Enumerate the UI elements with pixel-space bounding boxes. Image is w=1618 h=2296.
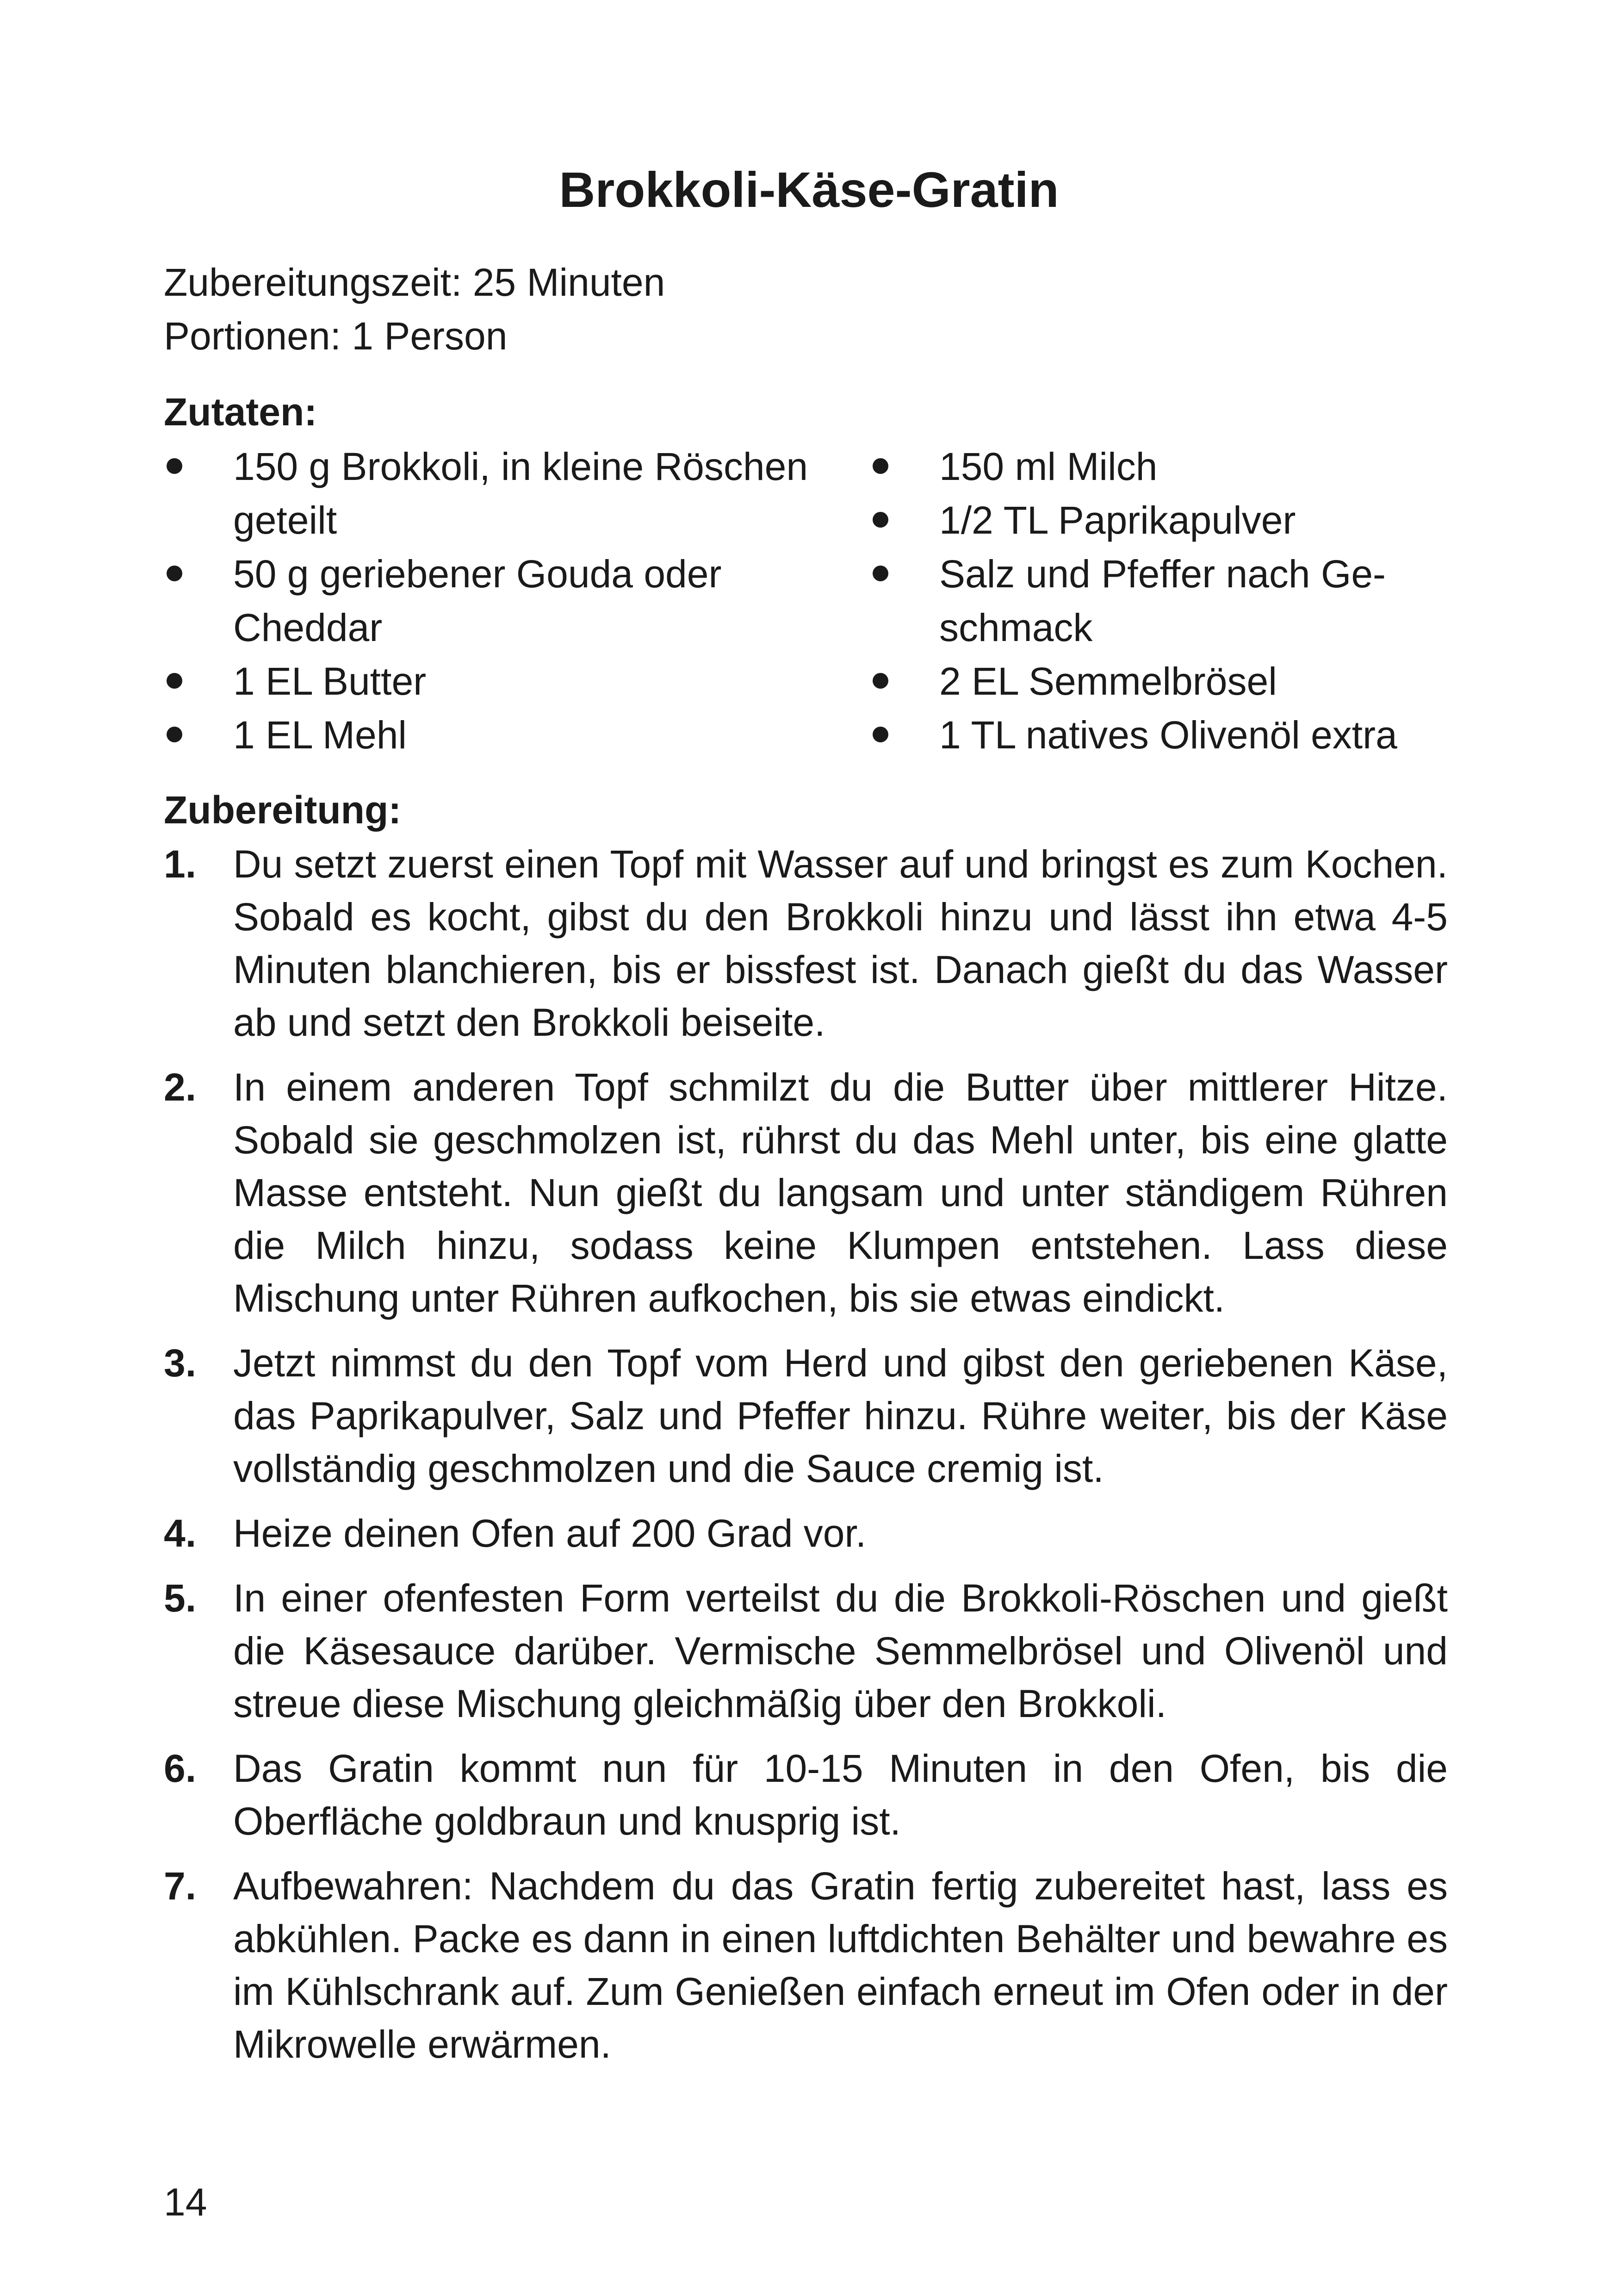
preparation-step — [164, 1337, 1448, 1495]
ingredient-text: 2 EL Semmelbrösel — [939, 660, 1277, 703]
bullet-icon — [873, 512, 888, 528]
ingredient-item — [870, 708, 1457, 762]
preparation-steps — [164, 838, 1448, 2083]
step-number: 2. — [164, 1065, 197, 1109]
recipe-title: Brokkoli-Käse-Gratin — [559, 162, 1059, 218]
ingredients-list-right — [870, 440, 1457, 762]
ingredient-item — [870, 654, 1457, 708]
step-text: Jetzt nimmst du den Topf vom Herd und gibst den geriebenen Käse, das Paprikapulver, Salz und Pfeffer hinzu. Rühre weiter, bis der Käse vollständig geschmolzen und die Sauce cremig ist. — [233, 1341, 1448, 1490]
ingredient-text: 1 EL Butter — [233, 660, 427, 703]
bullet-icon — [873, 566, 888, 581]
step-text: Aufbewahren: Nachdem du das Gratin fertig zubereitet hast, lass es abkühlen. Packe es dann in einen luftdichten Behälter und bewahre es im Kühlschrank auf. Zum Genießen einfach erneut im Ofen oder in der Mikrowelle erwärmen. — [233, 1864, 1448, 2066]
bullet-icon — [167, 673, 182, 689]
ingredient-item — [870, 440, 1457, 493]
portions: Portionen: 1 Person — [164, 314, 508, 358]
bullet-icon — [167, 566, 182, 581]
preparation-step — [164, 1572, 1448, 1730]
step-text: In einem anderen Topf schmilzt du die Butter über mittlerer Hitze. Sobald sie geschmolzen ist, rührst du das Mehl unter, bis eine glatte Masse entsteht. Nun gießt du langsam und unter ständigem Rühren die Milch hinzu, sodass keine Klumpen entstehen. Lass diese Mischung unter Rühren aufkochen, bis sie etwas eindickt. — [233, 1065, 1448, 1320]
ingredient-text: 1/2 TL Paprikapulver — [939, 498, 1296, 542]
ingredients-list-left — [164, 440, 821, 762]
step-text: Das Gratin kommt nun für 10-15 Minuten in den Ofen, bis die Oberfläche goldbraun und knusprig ist. — [233, 1747, 1448, 1843]
ingredient-text: 150 g Brokkoli, in kleine Röschen geteilt — [233, 445, 808, 542]
step-number: 6. — [164, 1747, 197, 1790]
ingredient-item — [164, 440, 821, 547]
preparation-step — [164, 1507, 1448, 1560]
step-text: Du setzt zuerst einen Topf mit Wasser auf und bringst es zum Kochen. Sobald es kocht, gibst du den Brokkoli hinzu und lässt ihn etwa 4-5 Minuten blanchieren, bis er bissfest ist. Danach gießt du das Wasser ab und setzt den Brokkoli beiseite. — [233, 842, 1448, 1044]
ingredient-item — [164, 547, 821, 654]
preparation-heading: Zubereitung: — [164, 788, 402, 832]
bullet-icon — [167, 458, 182, 474]
ingredient-text: 1 EL Mehl — [233, 713, 407, 757]
ingredient-item — [870, 547, 1457, 654]
step-number: 3. — [164, 1341, 197, 1385]
preparation-step — [164, 1860, 1448, 2071]
bullet-icon — [873, 673, 888, 689]
ingredient-item — [164, 654, 821, 708]
step-number: 5. — [164, 1576, 197, 1620]
ingredients-heading: Zutaten: — [164, 390, 317, 434]
ingredient-text: 150 ml Milch — [939, 445, 1158, 488]
step-text: Heize deinen Ofen auf 200 Grad vor. — [233, 1512, 867, 1555]
ingredient-item — [870, 493, 1457, 547]
step-number: 1. — [164, 842, 197, 886]
ingredient-text: Salz und Pfeffer nach Ge-schmack — [939, 552, 1386, 649]
ingredient-text: 1 TL natives Olivenöl extra — [939, 713, 1397, 757]
preparation-step — [164, 838, 1448, 1049]
ingredient-text: 50 g geriebener Gouda oder Cheddar — [233, 552, 722, 649]
page-number: 14 — [164, 2180, 207, 2224]
ingredient-item — [164, 708, 821, 762]
preparation-step — [164, 1061, 1448, 1325]
bullet-icon — [873, 458, 888, 474]
step-number: 7. — [164, 1864, 197, 1908]
step-text: In einer ofenfesten Form verteilst du die Brokkoli-Röschen und gießt die Käsesauce darüber. Vermische Semmelbrösel und Olivenöl und streue diese Mischung gleichmäßig über den Brokkoli. — [233, 1576, 1448, 1725]
bullet-icon — [167, 727, 182, 742]
bullet-icon — [873, 727, 888, 742]
preparation-time: Zubereitungszeit: 25 Minuten — [164, 261, 665, 304]
preparation-step — [164, 1742, 1448, 1848]
step-number: 4. — [164, 1512, 197, 1555]
